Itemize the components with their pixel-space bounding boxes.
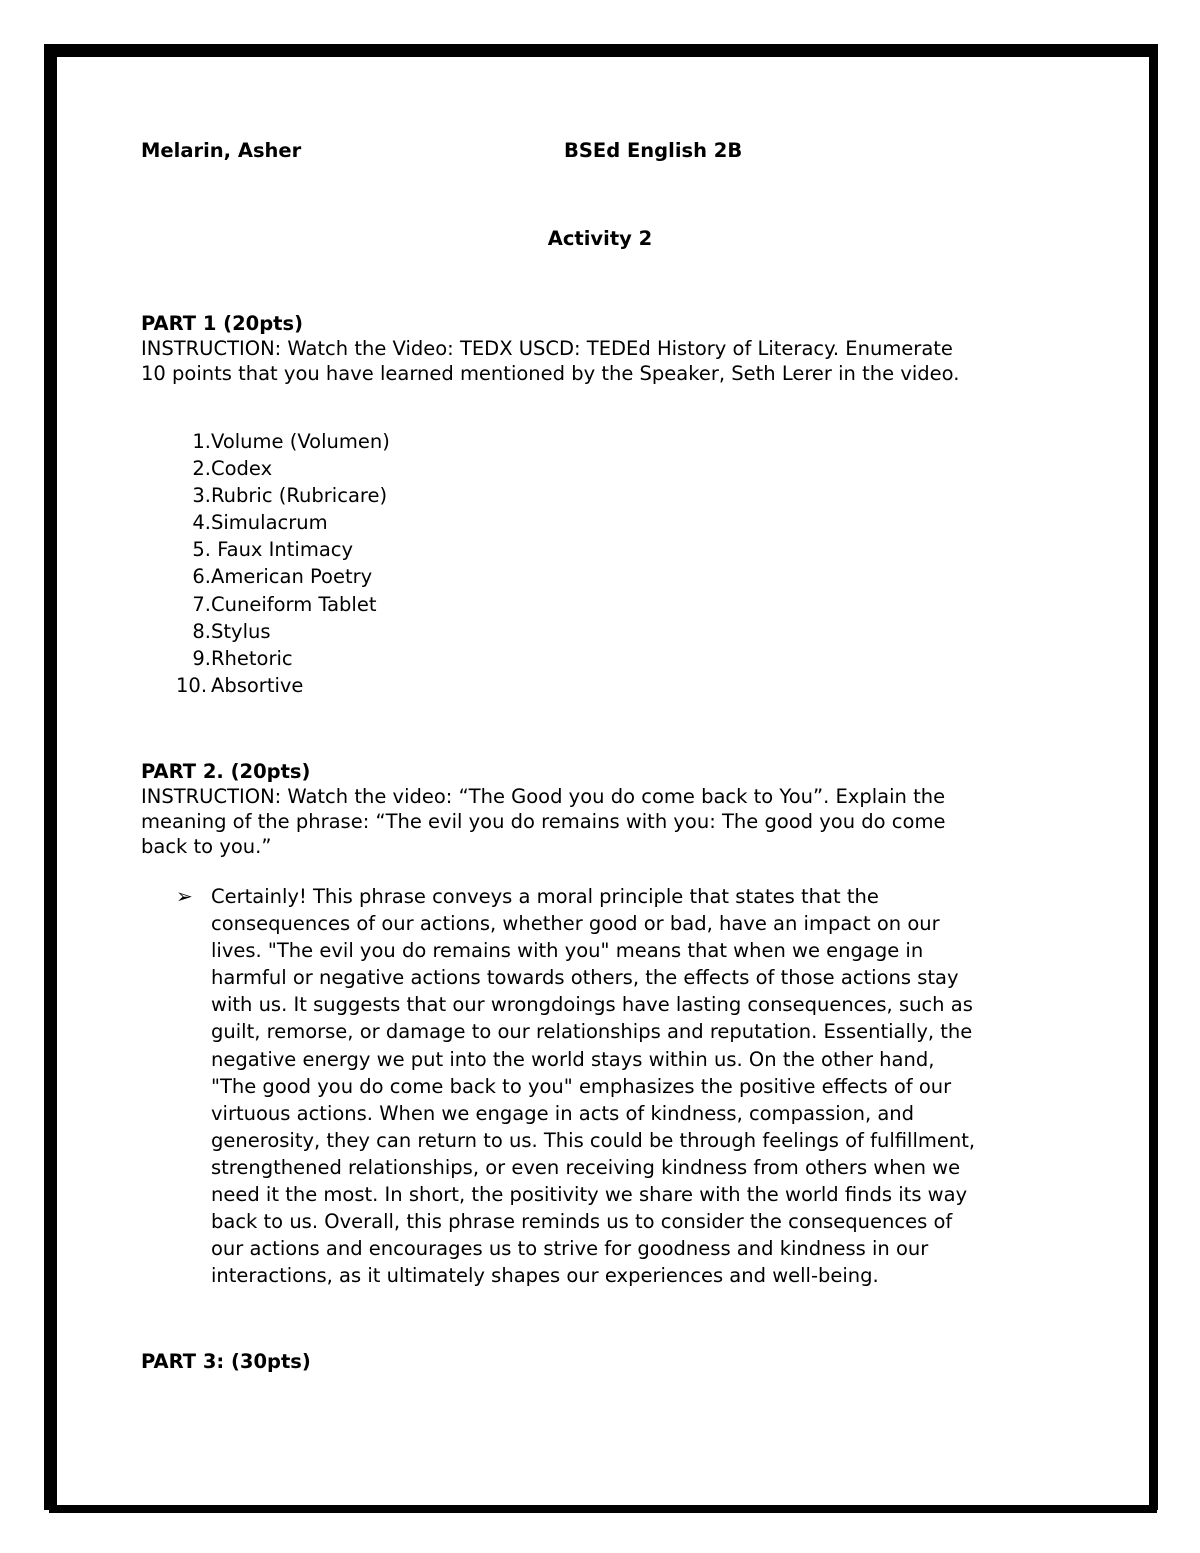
list-item: 9.Rhetoric [192,646,293,670]
arrow-bullet-icon: ➢ [176,884,193,908]
part-2-instruction-line-1: INSTRUCTION: Watch the video: “The Good you do come back to You”. Explain the [141,785,946,808]
answer-line: guilt, remorse, or damage to our relationships and reputation. Essentially, the [211,1020,973,1044]
course-section: BSEd English 2B [564,139,743,162]
answer-line: need it the most. In short, the positivity we share with the world finds its way [211,1183,968,1207]
document-content [141,139,1071,1373]
answer-line: lives. "The evil you do remains with you" means that when we engage in [211,939,924,963]
list-item: 3.Rubric (Rubricare) [192,484,388,508]
part-1-heading: PART 1 (20pts) [141,312,304,335]
list-item: 2.Codex [192,457,273,481]
part-2-instruction-line-3: back to you.” [141,835,272,858]
list-item: 8.Stylus [192,619,271,643]
part-1-instruction-line-2: 10 points that you have learned mentioned by the Speaker, Seth Lerer in the video. [141,362,960,385]
answer-line: "The good you do come back to you" emphasizes the positive effects of our [211,1074,952,1098]
answer-line: harmful or negative actions towards others, the effects of those actions stay [211,966,959,990]
part-2-answer [211,883,1071,1289]
list-item: 5. Faux Intimacy [192,538,354,562]
part-1-instruction-line-1: INSTRUCTION: Watch the Video: TEDX USCD: TEDEd History of Literacy. Enumerate [141,337,953,360]
part-2-section [141,759,1071,859]
student-name: Melarin, Asher [141,139,302,162]
part-2-heading: PART 2. (20pts) [141,760,311,783]
list-item: 7.Cuneiform Tablet [192,592,377,616]
answer-line: consequences of our actions, whether good or bad, have an impact on our [211,912,940,936]
list-item: 10. Absortive [176,673,304,697]
answer-line: generosity, they can return to us. This could be through feelings of fulfillment, [211,1128,976,1152]
answer-line: negative energy we put into the world stays within us. On the other hand, [211,1047,935,1071]
answer-line: virtuous actions. When we engage in acts of kindness, compassion, and [211,1101,915,1125]
list-item: 1.Volume (Volumen) [192,430,390,453]
part-1-enumeration-list [141,428,390,699]
answer-line: back to us. Overall, this phrase reminds us to consider the consequences of [211,1210,953,1234]
list-item: 6.American Poetry [192,565,373,589]
part-2-instruction-line-2: meaning of the phrase: “The evil you do remains with you: The good you do come [141,810,946,833]
answer-line: interactions, as it ultimately shapes our experiences and well-being. [211,1264,879,1288]
document-header [141,139,1071,169]
part-1-section [141,311,1071,386]
answer-line: Certainly! This phrase conveys a moral principle that states that the [211,885,879,908]
part-3-section [141,1349,1071,1374]
part-3-heading: PART 3: (30pts) [141,1350,311,1373]
answer-line: with us. It suggests that our wrongdoings have lasting consequences, such as [211,993,973,1017]
activity-title: Activity 2 [547,227,653,250]
list-item: 4.Simulacrum [192,511,328,535]
answer-line: our actions and encourages us to strive for goodness and kindness in our [211,1237,929,1261]
answer-line: strengthened relationships, or even receiving kindness from others when we [211,1155,961,1179]
